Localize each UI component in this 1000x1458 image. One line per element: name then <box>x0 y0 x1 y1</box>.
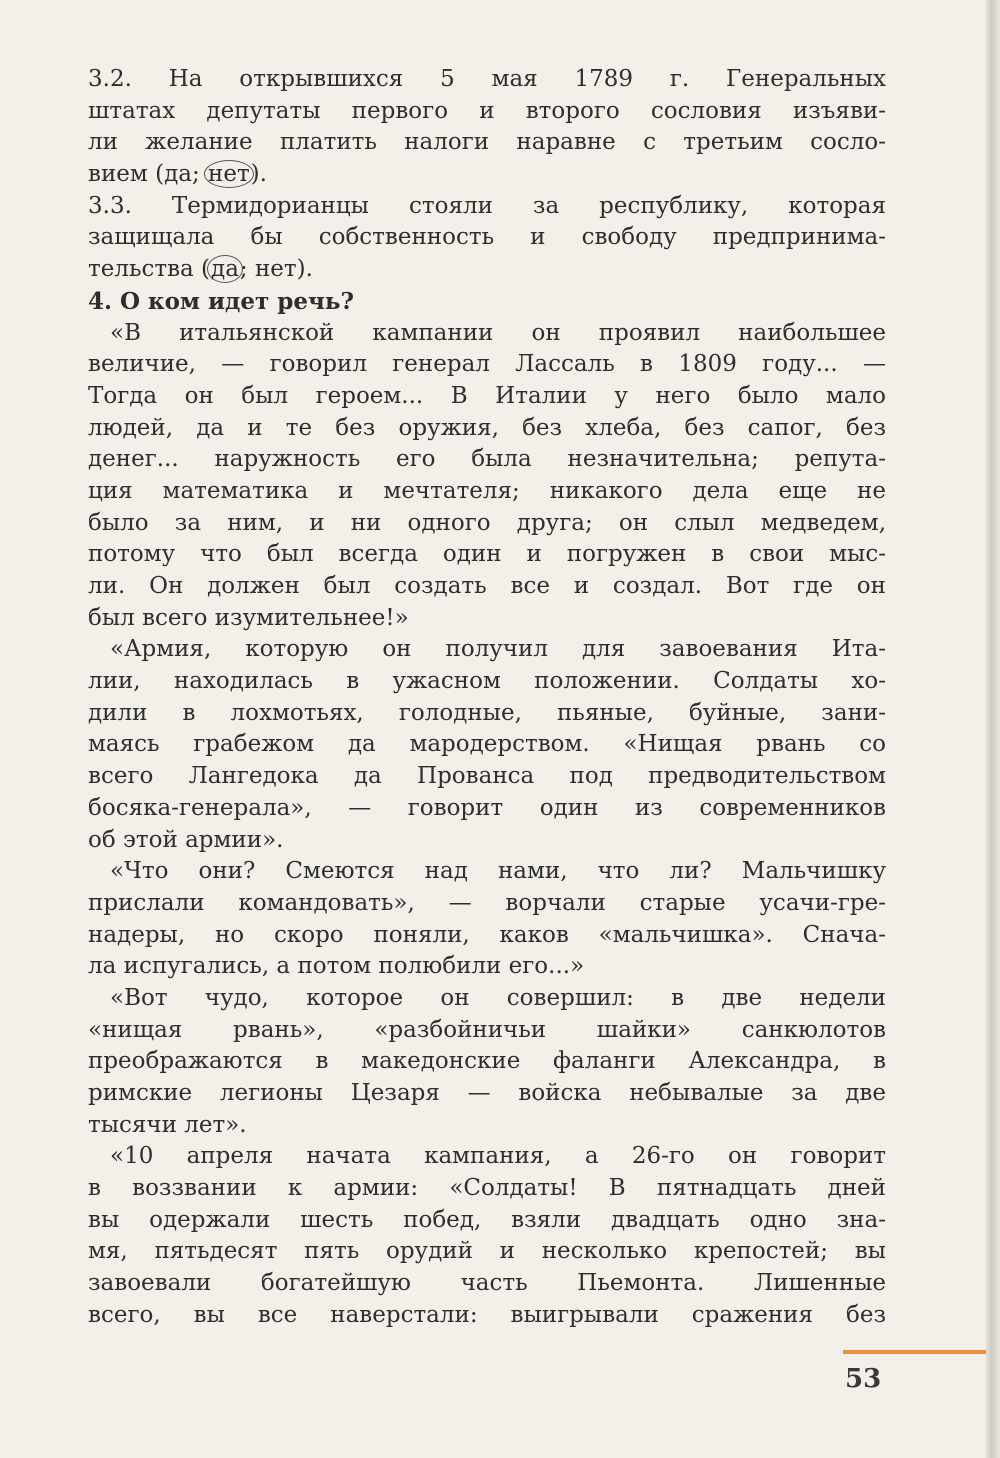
text-line: в воззвании к армии: «Солдаты! В пятнадцать дней <box>88 1175 886 1202</box>
text-line: величие, — говорил генерал Лассаль в 1809 году... — <box>88 351 886 378</box>
text-segment: ). <box>250 161 267 188</box>
text-line: людей, да и те без оружия, без хлеба, без сапог, без <box>88 414 886 441</box>
page-number: 53 <box>845 1364 882 1394</box>
text-line: потому что был всегда один и погружен в свои мыс- <box>88 541 886 568</box>
text-line: 3.3. Термидорианцы стояли за республику, которая <box>88 192 886 219</box>
text-line: мя, пятьдесят пять орудий и несколько крепостей; вы <box>88 1238 886 1265</box>
text-segment: ; нет). <box>239 256 313 283</box>
text-line: «нищая рвань», «разбойничьи шайки» санкюлотов <box>88 1016 886 1043</box>
text-line: дили в лохмотьях, голодные, пьяные, буйные, зани- <box>88 699 886 726</box>
text-line: надеры, но скоро поняли, каков «мальчишка». Снача- <box>88 921 886 948</box>
text-line <box>88 159 886 191</box>
text-line: босяка-генерала», — говорит один из современников <box>88 794 886 821</box>
circled-answer: нет <box>204 160 254 188</box>
text-line: лии, находилась в ужасном положении. Солдаты хо- <box>88 668 886 695</box>
text-line: ла испугались, а потом полюбили его...» <box>88 953 585 980</box>
text-line: маясь грабежом да мародерством. «Нищая рвань со <box>88 731 886 758</box>
text-line: Тогда он был героем... В Италии у него было мало <box>88 382 886 409</box>
text-line: «Что они? Смеются над нами, что ли? Мальчишку <box>110 858 886 885</box>
text-line: штатах депутаты первого и второго сословия изъяви- <box>88 97 886 124</box>
text-line: «Армия, которую он получил для завоевания Ита- <box>110 636 886 663</box>
text-line: завоевали богатейшую часть Пьемонта. Лишенные <box>88 1270 886 1297</box>
text-line: денег... наружность его была незначительна; репута- <box>88 446 886 473</box>
text-line: было за ним, и ни одного друга; он слыл медведем, <box>88 509 886 536</box>
text-line: преображаются в македонские фаланги Александра, в <box>88 1048 886 1075</box>
text-segment: тельства ( <box>88 256 211 283</box>
text-line: защищала бы собственность и свободу предпринима- <box>88 224 886 251</box>
text-line: ция математика и мечтателя; никакого дела еще не <box>88 477 886 504</box>
page-text <box>88 64 886 1332</box>
text-line: был всего изумительнее!» <box>88 604 409 631</box>
circled-answer: да <box>207 255 243 283</box>
text-line: ли желание платить налоги наравне с третьим сосло- <box>88 129 886 156</box>
text-line: тысячи лет». <box>88 1111 247 1138</box>
text-segment: вием (да; <box>88 161 207 188</box>
text-line: 4. О ком идет речь? <box>88 287 354 315</box>
text-line: всего, вы все наверстали: выигрывали сражения без <box>88 1301 886 1328</box>
text-line: об этой армии». <box>88 826 284 853</box>
book-binding-edge <box>986 0 1000 1458</box>
text-line: римские легионы Цезаря — войска небывалые за две <box>88 1080 886 1106</box>
text-line: «В итальянской кампании он проявил наибольшее <box>110 319 886 346</box>
text-line: «Вот чудо, которое он совершил: в две недели <box>110 984 886 1011</box>
text-line: 3.2. На открывшихся 5 мая 1789 г. Генеральных <box>88 66 886 92</box>
text-line <box>88 254 886 286</box>
text-line: «10 апреля начата кампания, а 26-го он говорит <box>110 1143 886 1170</box>
text-line: вы одержали шесть побед, взяли двадцать одно зна- <box>88 1206 886 1233</box>
text-line: ли. Он должен был создать все и создал. Вот где он <box>88 573 886 599</box>
text-line: прислали командовать», — ворчали старые усачи-гре- <box>88 889 886 916</box>
text-line: всего Лангедока да Прованса под предводительством <box>88 763 886 790</box>
footer-orange-rule <box>843 1350 986 1354</box>
